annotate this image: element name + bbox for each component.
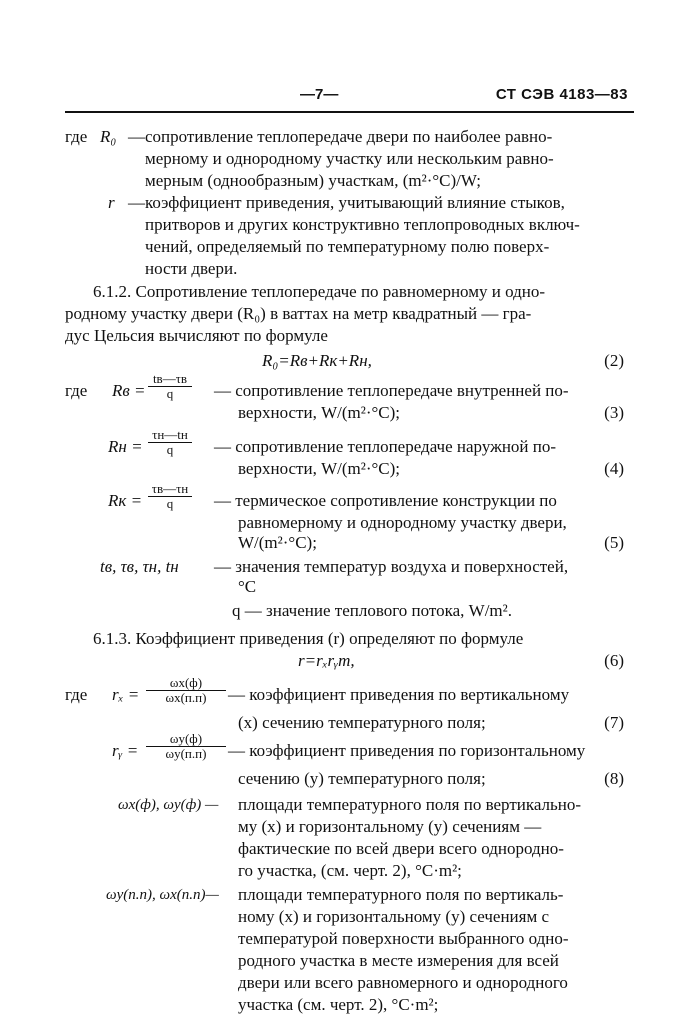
r-symbol: r (108, 193, 115, 212)
formula-number: (5) (604, 533, 624, 552)
rk-definition-line: — термическое сопротивление конструкции по (214, 491, 557, 510)
gde-label: где (65, 381, 88, 400)
ry-denominator: ωy(п.п) (165, 746, 207, 761)
rk-fraction (148, 482, 192, 511)
omega-f-definition-line: площади температурного поля по вертикально- (238, 795, 582, 814)
rv-numerator: tв—τв (148, 372, 192, 387)
q-definition: q — значение теплового потока, W/m². (232, 601, 512, 620)
ry-definition-line: — коэффициент приведения по горизонтальному (228, 741, 586, 760)
formula-r0: R₀=Rв+Rк+Rн, (262, 351, 372, 370)
omega-pp-definition-line: двери или всего равномерного и однородного (238, 973, 568, 992)
omega-pp-definition-line: температурой поверхности выбранного одно- (238, 929, 569, 948)
rx-definition-line: (x) сечению температурного поля; (238, 713, 486, 732)
rv-definition-line: — сопротивление теплопередаче внутренней по- (214, 381, 569, 400)
formula-number: (7) (604, 713, 624, 732)
rx-lhs: rₓ = (112, 685, 140, 704)
gde-label: где (65, 127, 88, 146)
header-rule (65, 111, 634, 113)
omega-pp-definition-line: площади температурного поля по вертикаль- (238, 885, 564, 904)
standard-code: СТ СЭВ 4183—83 (495, 86, 628, 103)
r0-symbol: R₀ (100, 127, 117, 146)
omega-f-definition-line: му (x) и горизонтальному (y) сечениям — (238, 817, 542, 836)
rv-fraction (148, 372, 192, 401)
ry-numerator: ωy(ф) (146, 732, 226, 747)
rk-definition-line: W/(m²·°C); (238, 533, 317, 552)
formula-number: (4) (604, 459, 624, 478)
rk-definition-line: равномерному и однородному участку двери, (238, 513, 567, 532)
r0-definition-line: мерным (однообразным) участкам, (m²·°C)/W; (145, 171, 482, 190)
r-definition-line: чений, определяемый по температурному полю поверх- (145, 237, 550, 256)
rv-definition-line: верхности, W/(m²·°C); (238, 403, 400, 422)
rn-lhs: Rн = (108, 437, 143, 456)
omega-f-symbols: ωx(ф), ωy(ф) — (118, 797, 219, 813)
rk-numerator: τв—τн (148, 482, 192, 497)
rk-denominator: q (166, 496, 174, 511)
rv-denominator: q (166, 386, 174, 401)
omega-pp-definition-line: участка (см. черт. 2), °C·m²; (238, 995, 439, 1014)
r-definition-line: ности двери. (145, 259, 238, 278)
r0-definition-line: сопротивление теплопередаче двери по наиболее равно- (145, 127, 553, 146)
paragraph-line: 6.1.3. Коэффициент приведения (r) определяют по формуле (93, 629, 524, 648)
formula-number: (2) (604, 351, 624, 370)
rx-numerator: ωx(ф) (146, 676, 226, 691)
paragraph-line: 6.1.2. Сопротивление теплопередаче по равномерному и одно- (93, 282, 545, 301)
rn-fraction (148, 428, 192, 457)
r-definition-line: притворов и других конструктивно теплопроводных включ- (145, 215, 580, 234)
r-definition-line: коэффициент приведения, учитывающий влияние стыков, (145, 193, 565, 212)
r0-dash: — (128, 127, 145, 146)
rk-lhs: Rк = (108, 491, 143, 510)
r-dash: — (128, 193, 145, 212)
gde-label: где (65, 685, 88, 704)
rx-denominator: ωx(п.п) (165, 690, 207, 705)
paragraph-line: дус Цельсия вычисляют по формуле (65, 326, 328, 345)
omega-f-definition-line: го участка, (см. черт. 2), °C·m²; (238, 861, 462, 880)
omega-pp-symbols: ωy(п.п), ωx(п.п)— (106, 887, 219, 903)
formula-number: (6) (604, 651, 624, 670)
formula-number: (8) (604, 769, 624, 788)
formula-number: (3) (604, 403, 624, 422)
rv-lhs: Rв = (112, 381, 146, 400)
paragraph-line: родному участку двери (R₀) в ваттах на метр квадратный — гра- (65, 304, 532, 323)
rn-numerator: τн—tн (148, 428, 192, 443)
r0-definition-line: мерному и однородному участку или нескольким равно- (145, 149, 554, 168)
omega-f-definition-line: фактические по всей двери всего однородно- (238, 839, 564, 858)
rn-definition-line: — сопротивление теплопередаче наружной по- (214, 437, 557, 456)
rx-fraction (146, 676, 226, 705)
ry-lhs: rᵧ = (112, 741, 139, 760)
temperature-symbols: tв, τв, τн, tн (100, 557, 179, 576)
omega-pp-definition-line: ному (x) и горизонтальному (y) сечениям с (238, 907, 550, 926)
ry-fraction (146, 732, 226, 761)
omega-pp-definition-line: родного участка в месте измерения для всей (238, 951, 559, 970)
formula-r: r=rₓrᵧm, (298, 651, 355, 670)
temperature-definition-line: — значения температур воздуха и поверхностей, (214, 557, 569, 576)
page-number: —7— (300, 86, 339, 103)
rx-definition-line: — коэффициент приведения по вертикальному (228, 685, 570, 704)
rn-definition-line: верхности, W/(m²·°C); (238, 459, 400, 478)
ry-definition-line: сечению (y) температурного поля; (238, 769, 486, 788)
rn-denominator: q (166, 442, 174, 457)
temperature-definition-line: °C (238, 577, 257, 596)
